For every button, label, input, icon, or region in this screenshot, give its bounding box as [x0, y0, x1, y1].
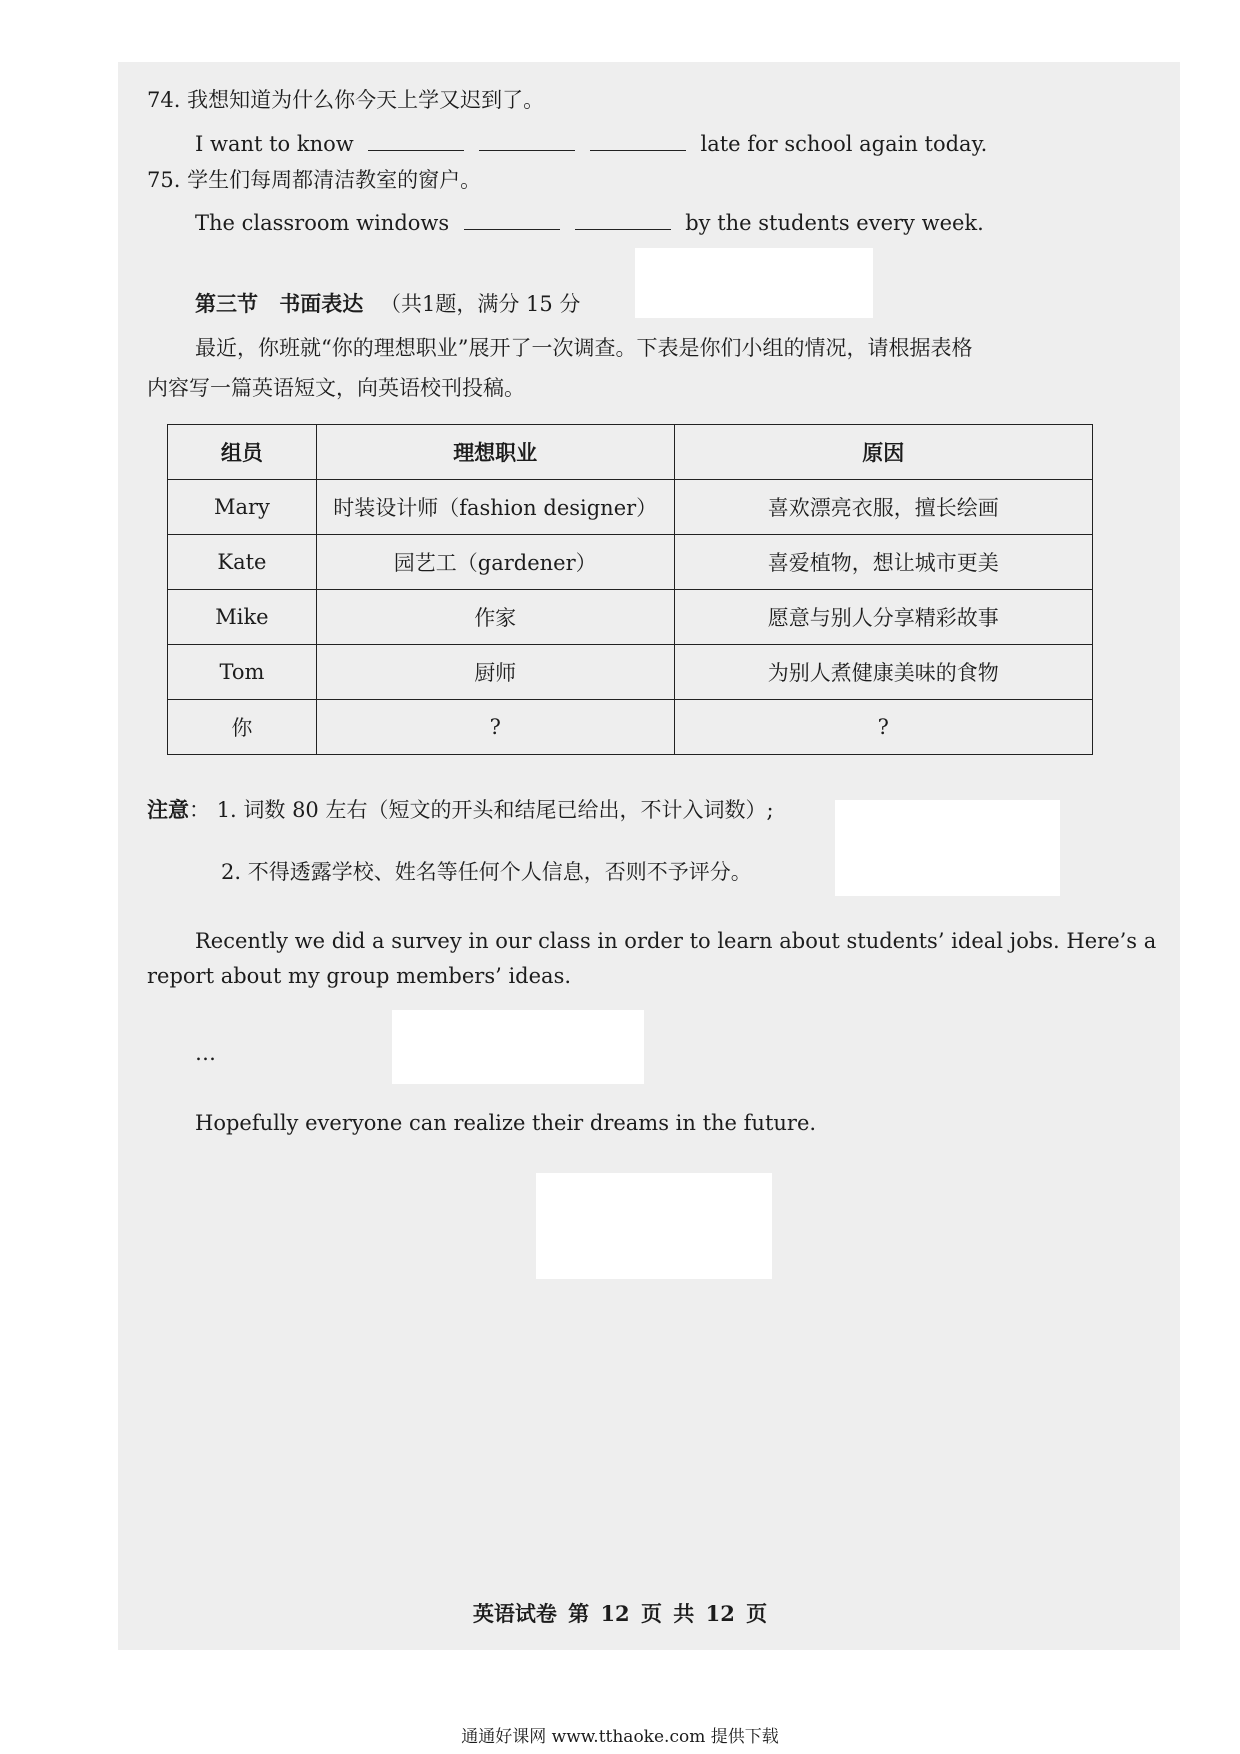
- table-row: [168, 480, 1093, 535]
- q74-before-text: I want to know: [195, 132, 354, 156]
- table-row: [168, 645, 1093, 700]
- cell-member: Kate: [168, 535, 317, 590]
- header-reason: 原因: [674, 425, 1092, 480]
- cell-job: 园艺工（gardener）: [316, 535, 674, 590]
- notes-colon: ：: [189, 798, 210, 822]
- survey-table: [167, 424, 1093, 755]
- cell-reason: 愿意与别人分享精彩故事: [674, 590, 1092, 645]
- q75-number: 75.: [147, 168, 181, 192]
- cell-reason: 喜爱植物，想让城市更美: [674, 535, 1092, 590]
- redaction-box: [635, 248, 873, 318]
- q75-blank-2[interactable]: [575, 207, 671, 230]
- q75-chinese: [147, 166, 481, 194]
- q75-before-text: The classroom windows: [195, 211, 450, 235]
- q75-after-text: by the students every week.: [685, 211, 984, 235]
- q74-blank-2[interactable]: [479, 128, 575, 151]
- cell-member: Tom: [168, 645, 317, 700]
- redaction-box: [392, 1010, 644, 1084]
- notes-label: 注意: [147, 797, 189, 822]
- q74-english: [195, 128, 987, 158]
- header-member: 组员: [168, 425, 317, 480]
- table-row: [168, 700, 1093, 755]
- cell-member: Mary: [168, 480, 317, 535]
- q75-chinese-text: 学生们每周都清洁教室的窗户。: [187, 168, 482, 192]
- essay-closing: Hopefully everyone can realize their dreams in the future.: [195, 1111, 817, 1135]
- cell-reason: 喜欢漂亮衣服，擅长绘画: [674, 480, 1092, 535]
- section3-intro-2: 内容写一篇英语短文，向英语校刊投稿。: [147, 376, 525, 400]
- notes-item-1: [147, 796, 774, 824]
- notes-item-2: 2. 不得透露学校、姓名等任何个人信息，否则不予评分。: [221, 860, 752, 884]
- q75-english: [195, 207, 984, 237]
- section3-points: （共1题，满分 15 分: [380, 292, 581, 316]
- notes-item-1-text: 1. 词数 80 左右（短文的开头和结尾已给出，不计入词数）;: [216, 798, 774, 822]
- q74-number: 74.: [147, 88, 181, 112]
- table-row: [168, 590, 1093, 645]
- cell-job: 作家: [316, 590, 674, 645]
- redaction-box: [835, 800, 1060, 896]
- source-footer: 通通好课网 www.tthaoke.com 提供下载: [461, 1727, 779, 1747]
- cell-member: 你: [168, 700, 317, 755]
- table-row: [168, 535, 1093, 590]
- cell-member: Mike: [168, 590, 317, 645]
- cell-reason: ?: [674, 700, 1092, 755]
- section3-title: 第三节 书面表达: [195, 291, 364, 316]
- essay-opening-1: Recently we did a survey in our class in order to learn about students’ ideal jobs. Here’s a: [195, 929, 1157, 953]
- header-ideal-job: 理想职业: [316, 425, 674, 480]
- q74-chinese-text: 我想知道为什么你今天上学又迟到了。: [187, 88, 545, 112]
- cell-job: 厨师: [316, 645, 674, 700]
- redaction-box: [536, 1173, 772, 1279]
- q74-blank-1[interactable]: [368, 128, 464, 151]
- cell-job: ?: [316, 700, 674, 755]
- essay-ellipsis: …: [195, 1041, 216, 1065]
- page-number-footer: 英语试卷 第 12 页 共 12 页: [472, 1601, 768, 1626]
- q74-chinese: [147, 86, 544, 114]
- q74-blank-3[interactable]: [590, 128, 686, 151]
- cell-reason: 为别人煮健康美味的食物: [674, 645, 1092, 700]
- section3-heading: [195, 290, 580, 318]
- essay-opening-2: report about my group members’ ideas.: [147, 964, 572, 988]
- q74-after-text: late for school again today.: [700, 132, 988, 156]
- table-header-row: [168, 425, 1093, 480]
- section3-intro-1: 最近，你班就“你的理想职业”展开了一次调查。下表是你们小组的情况，请根据表格: [195, 336, 973, 360]
- q75-blank-1[interactable]: [464, 207, 560, 230]
- cell-job: 时装设计师（fashion designer）: [316, 480, 674, 535]
